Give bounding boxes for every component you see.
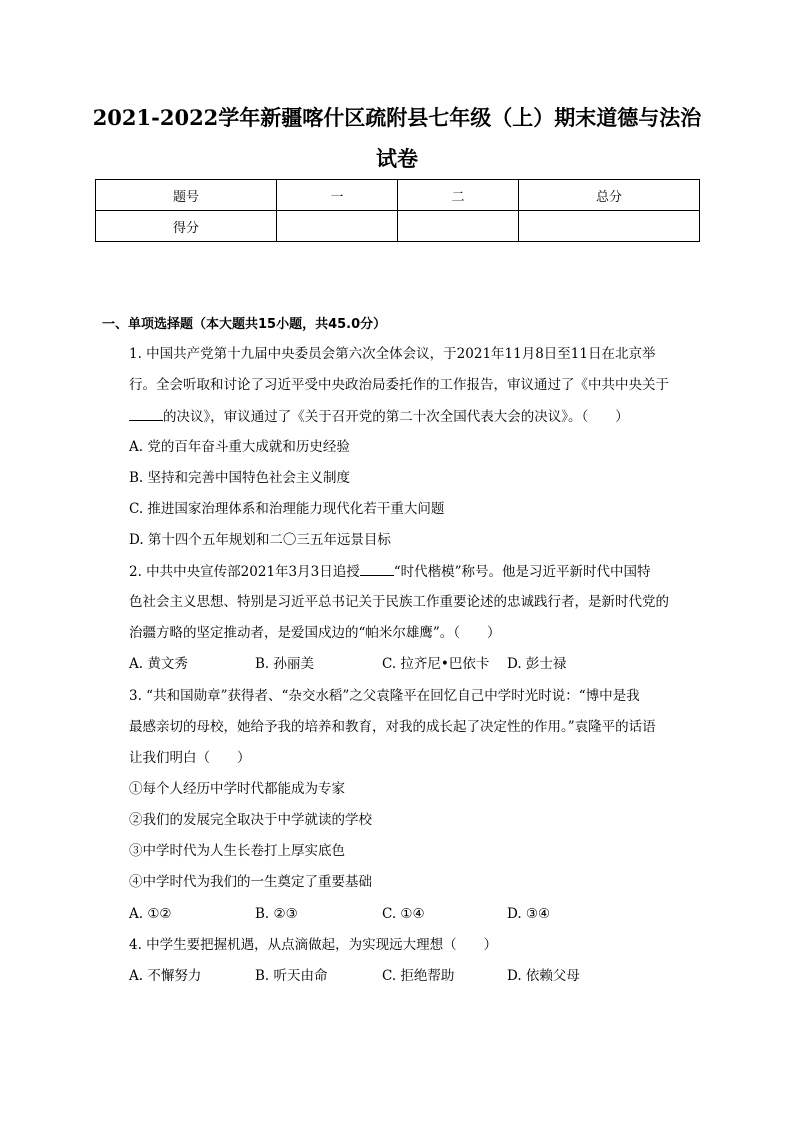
q4-line-1: 4. 中学生要把握机遇，从点滴做起，为实现远大理想（ ） [129,937,498,953]
q1-answer-blank [129,406,163,421]
q1-option-d: D. 第十四个五年规划和二〇三五年远景目标 [129,532,391,548]
q1-option-b: B. 坚持和完善中国特色社会主义制度 [129,470,351,486]
q1-line-3-text: 的决议》，审议通过了《关于召开党的第二十次全国代表大会的决议》。（ ） [163,409,629,425]
q2-option-a: A. 黄文秀 [129,656,188,672]
q3-statement-2: ②我们的发展完全取决于中学就读的学校 [129,812,372,828]
q3-option-c: C. ①④ [382,906,425,922]
header-cell-part-1: 一 [277,180,398,211]
row-label-score: 得分 [96,211,277,242]
q1-line-1: 1. 中国共产党第十九届中央委员会第六次全体会议，于2021年11月8日至11日在北京举 [129,346,656,362]
header-cell-question-number: 题号 [96,180,277,211]
q3-option-d: D. ③④ [507,906,551,922]
q1-line-3 [129,406,629,427]
q4-option-a: A. 不懈努力 [129,968,202,984]
q2-option-c: C. 拉齐尼•巴依卡 [382,656,490,672]
q2-option-d: D. 彭士禄 [507,656,567,672]
q1-option-a: A. 党的百年奋斗重大成就和历史经验 [129,439,350,455]
score-table [95,179,700,242]
q2-answer-blank [360,561,394,576]
q3-statement-3: ③中学时代为人生长卷打上厚实底色 [129,843,345,859]
q4-option-d: D. 依赖父母 [507,968,580,984]
q2-line-1 [129,561,651,582]
q3-option-a: A. ①② [129,906,172,922]
q2-line-2: 色社会主义思想、特别是习近平总书记关于民族工作重要论述的忠诚践行者，是新时代党的 [129,594,669,610]
score-table-score-row [96,211,700,242]
score-table-header-row [96,180,700,211]
q4-option-c: C. 拒绝帮助 [382,968,455,984]
exam-title-line-1: 2021-2022学年新疆喀什区疏附县七年级（上）期末道德与法治 [92,105,702,130]
q1-option-c: C. 推进国家治理体系和治理能力现代化若干重大问题 [129,501,445,517]
q4-option-b: B. 听天由命 [255,968,328,984]
q1-line-2: 行。全会听取和讨论了习近平受中央政治局委托作的工作报告，审议通过了《中共中央关于 [129,377,669,393]
q2-line-1-tail: “时代楷模”称号。他是习近平新时代中国特 [393,564,651,580]
q3-line-2: 最感亲切的母校，她给予我的培养和教育，对我的成长起了决定性的作用。”袁隆平的话语 [129,719,656,735]
q3-statement-1: ①每个人经历中学时代都能成为专家 [129,781,345,797]
score-cell-part-2 [398,211,519,242]
q3-line-1: 3. “共和国勋章”获得者、“杂交水稻”之父袁隆平在回忆自己中学时光时说：“博中是我 [129,688,640,704]
header-cell-part-2: 二 [398,180,519,211]
q2-line-3: 治疆方略的坚定推动者，是爱国戍边的“帕米尔雄鹰”。（ ） [129,625,501,641]
q3-option-b: B. ②③ [255,906,298,922]
section-1-heading: 一、单项选择题（本大题共15小题，共45.0分） [102,317,387,332]
q3-line-3: 让我们明白（ ） [129,750,251,766]
q2-option-b: B. 孙丽美 [255,656,315,672]
score-cell-total [519,211,700,242]
q2-line-1-text: 2. 中共中央宣传部2021年3月3日追授 [129,564,360,580]
exam-title-line-2: 试卷 [376,146,418,171]
header-cell-total: 总分 [519,180,700,211]
q3-statement-4: ④中学时代为我们的一生奠定了重要基础 [129,874,372,890]
score-cell-part-1 [277,211,398,242]
